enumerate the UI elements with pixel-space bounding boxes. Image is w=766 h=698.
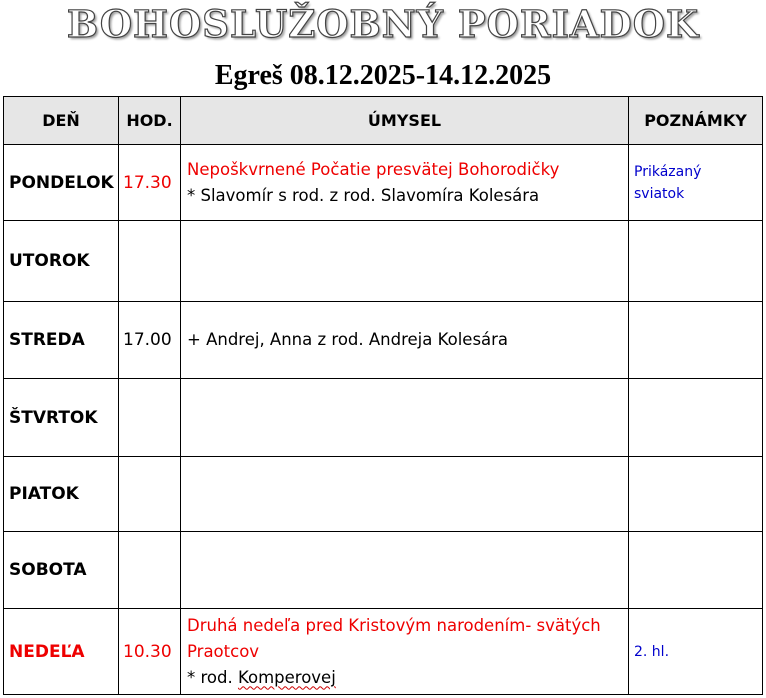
note-cell	[629, 379, 763, 457]
intention-cell	[181, 609, 629, 695]
note-cell	[629, 145, 763, 221]
intention-feast: Nepoškvrnené Počatie presvätej Bohorodičky	[187, 159, 560, 179]
table-row	[4, 379, 763, 457]
table-row	[4, 457, 763, 532]
day-cell: PONDELOK	[4, 145, 119, 221]
table-row	[4, 221, 763, 302]
intention-prefix: * rod.	[187, 667, 238, 687]
note-cell	[629, 221, 763, 302]
note-cell	[629, 532, 763, 609]
time-cell	[119, 532, 181, 609]
time-cell: 10.30	[119, 609, 181, 695]
table-row	[4, 609, 763, 695]
note-line: Prikázaný	[634, 163, 702, 180]
table-row	[4, 302, 763, 379]
column-header-notes: POZNÁMKY	[629, 97, 763, 145]
intention-cell	[181, 145, 629, 221]
note-line: 2. hl.	[634, 643, 670, 660]
time-cell: 17.00	[119, 302, 181, 379]
intention-text: + Andrej, Anna z rod. Andreja Kolesára	[187, 330, 509, 349]
schedule-table	[3, 96, 763, 695]
intention-family-name: Komperovej	[237, 667, 336, 687]
table-row	[4, 145, 763, 221]
page-subtitle: Egreš 08.12.2025-14.12.2025	[214, 60, 552, 91]
table-header-row	[4, 97, 763, 145]
intention-feast: Praotcov	[187, 641, 260, 661]
intention-cell	[181, 457, 629, 532]
day-cell: SOBOTA	[4, 532, 119, 609]
column-header-hour: HOD.	[119, 97, 181, 145]
time-cell: 17.30	[119, 145, 181, 221]
day-cell: ŠTVRTOK	[4, 379, 119, 457]
note-cell	[629, 457, 763, 532]
page-title: BOHOSLUŽOBNÝ PORIADOK	[66, 2, 700, 46]
day-cell: NEDEĽA	[4, 609, 119, 695]
intention-feast: Druhá nedeľa pred Kristovým narodením- svätých	[187, 615, 601, 635]
intention-text	[187, 665, 622, 691]
time-cell	[119, 379, 181, 457]
day-cell: UTOROK	[4, 221, 119, 302]
day-cell: PIATOK	[4, 457, 119, 532]
column-header-day: DEŇ	[4, 97, 119, 145]
note-cell	[629, 302, 763, 379]
table-row	[4, 532, 763, 609]
time-cell	[119, 457, 181, 532]
note-cell	[629, 609, 763, 695]
intention-cell	[181, 532, 629, 609]
intention-cell	[181, 221, 629, 302]
time-cell	[119, 221, 181, 302]
column-header-intention: ÚMYSEL	[181, 97, 629, 145]
intention-cell	[181, 302, 629, 379]
intention-text: * Slavomír s rod. z rod. Slavomíra Kolesára	[187, 185, 540, 205]
note-line: sviatok	[634, 185, 685, 202]
intention-cell	[181, 379, 629, 457]
day-cell: STREDA	[4, 302, 119, 379]
